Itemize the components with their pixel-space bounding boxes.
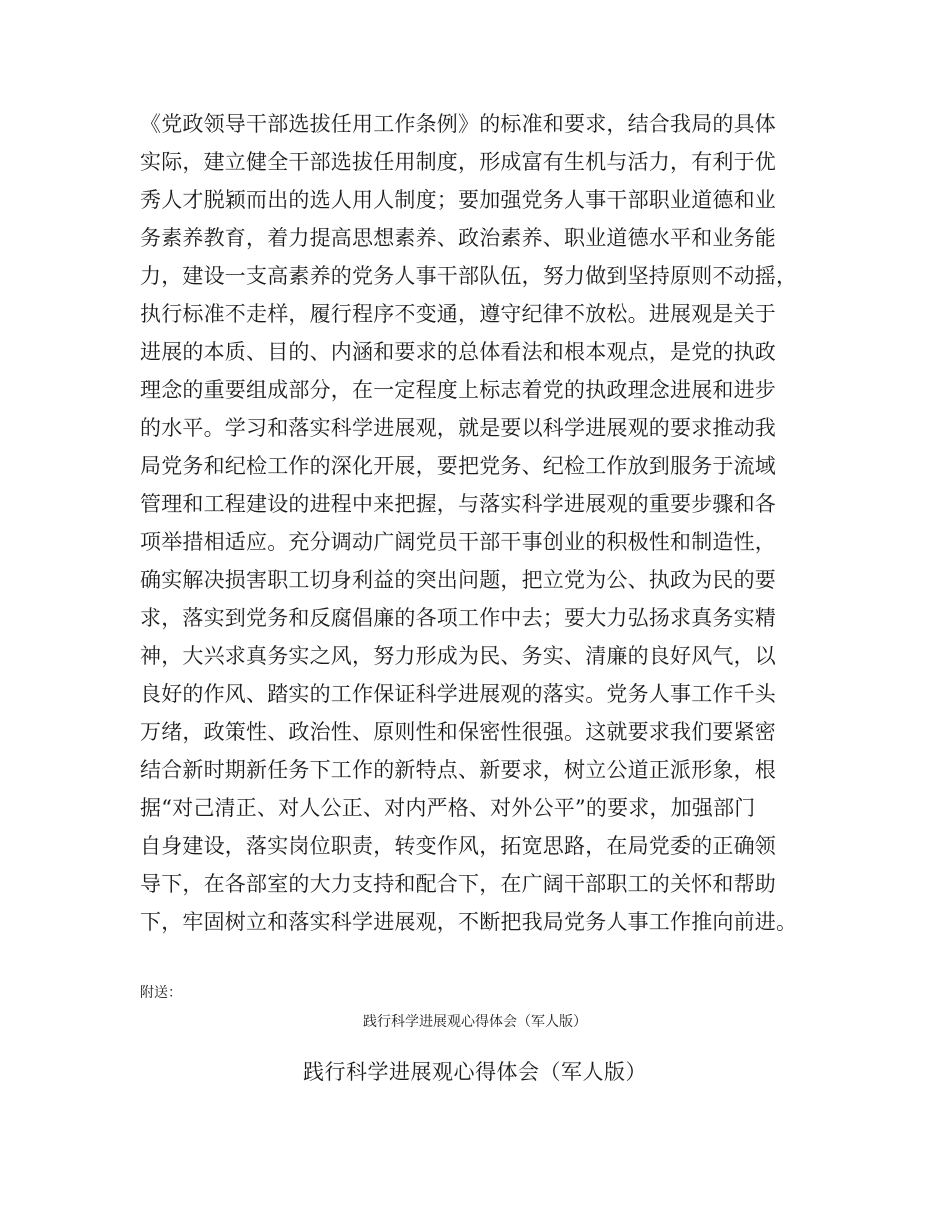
text-line: 管理和工程建设的进程中来把握，与落实科学进展观的重要步骤和各: [140, 492, 776, 516]
attachment-label: 附送：: [140, 985, 182, 1001]
text-line: 万绪，政策性、政治性、原则性和保密性很强。这就要求我们要紧密: [140, 720, 776, 744]
text-line: 神，大兴求真务实之风，努力形成为民、务实、清廉的良好风气，以: [140, 644, 776, 668]
text-line: 进展的本质、目的、内涵和要求的总体看法和根本观点，是党的执政: [140, 340, 776, 364]
text-line: 的水平。学习和落实科学进展观，就是要以科学进展观的要求推动我: [140, 416, 776, 440]
text-line: 力，建设一支高素养的党务人事干部队伍，努力做到坚持原则不动摇，: [140, 264, 798, 288]
text-line: 下，牢固树立和落实科学进展观，不断把我局党务人事工作推向前进。: [140, 910, 798, 934]
text-line: 自身建设，落实岗位职责，转变作风，拓宽思路，在局党委的正确领: [140, 834, 776, 858]
text-line: 据“对己清正、对人公正、对内严格、对外公平”的要求，加强部门: [140, 796, 756, 820]
text-line: 项举措相适应。充分调动广阔党员干部干事创业的积极性和制造性，: [140, 530, 776, 554]
text-line: 实际，建立健全干部选拔任用制度，形成富有生机与活力，有利于优: [140, 150, 776, 174]
text-line: 执行标准不走样，履行程序不变通，遵守纪律不放松。进展观是关于: [140, 302, 776, 326]
text-line: 务素养教育，着力提高思想素养、政治素养、职业道德水平和业务能: [140, 226, 776, 250]
text-line: 秀人才脱颖而出的选人用人制度；要加强党务人事干部职业道德和业: [140, 188, 776, 212]
text-line: 确实解决损害职工切身利益的突出问题，把立党为公、执政为民的要: [140, 568, 776, 592]
text-line: 理念的重要组成部分，在一定程度上标志着党的执政理念进展和进步: [140, 378, 776, 402]
text-line: 求，落实到党务和反腐倡廉的各项工作中去；要大力弘扬求真务实精: [140, 606, 776, 630]
attachment-small-title: 践行科学进展观心得体会（军人版）: [363, 1014, 587, 1030]
text-line: 良好的作风、踏实的工作保证科学进展观的落实。党务人事工作千头: [140, 682, 776, 706]
text-line: 结合新时期新任务下工作的新特点、新要求，树立公道正派形象，根: [140, 758, 776, 782]
text-line: 局党务和纪检工作的深化开展，要把党务、纪检工作放到服务于流域: [140, 454, 776, 478]
text-line: 导下，在各部室的大力支持和配合下，在广阔干部职工的关怀和帮助: [140, 872, 776, 896]
body-paragraph: [140, 105, 820, 941]
attachment-title: 践行科学进展观心得体会（军人版）: [303, 1060, 647, 1084]
text-line: 《党政领导干部选拔任用工作条例》的标准和要求，结合我局的具体: [140, 112, 776, 136]
